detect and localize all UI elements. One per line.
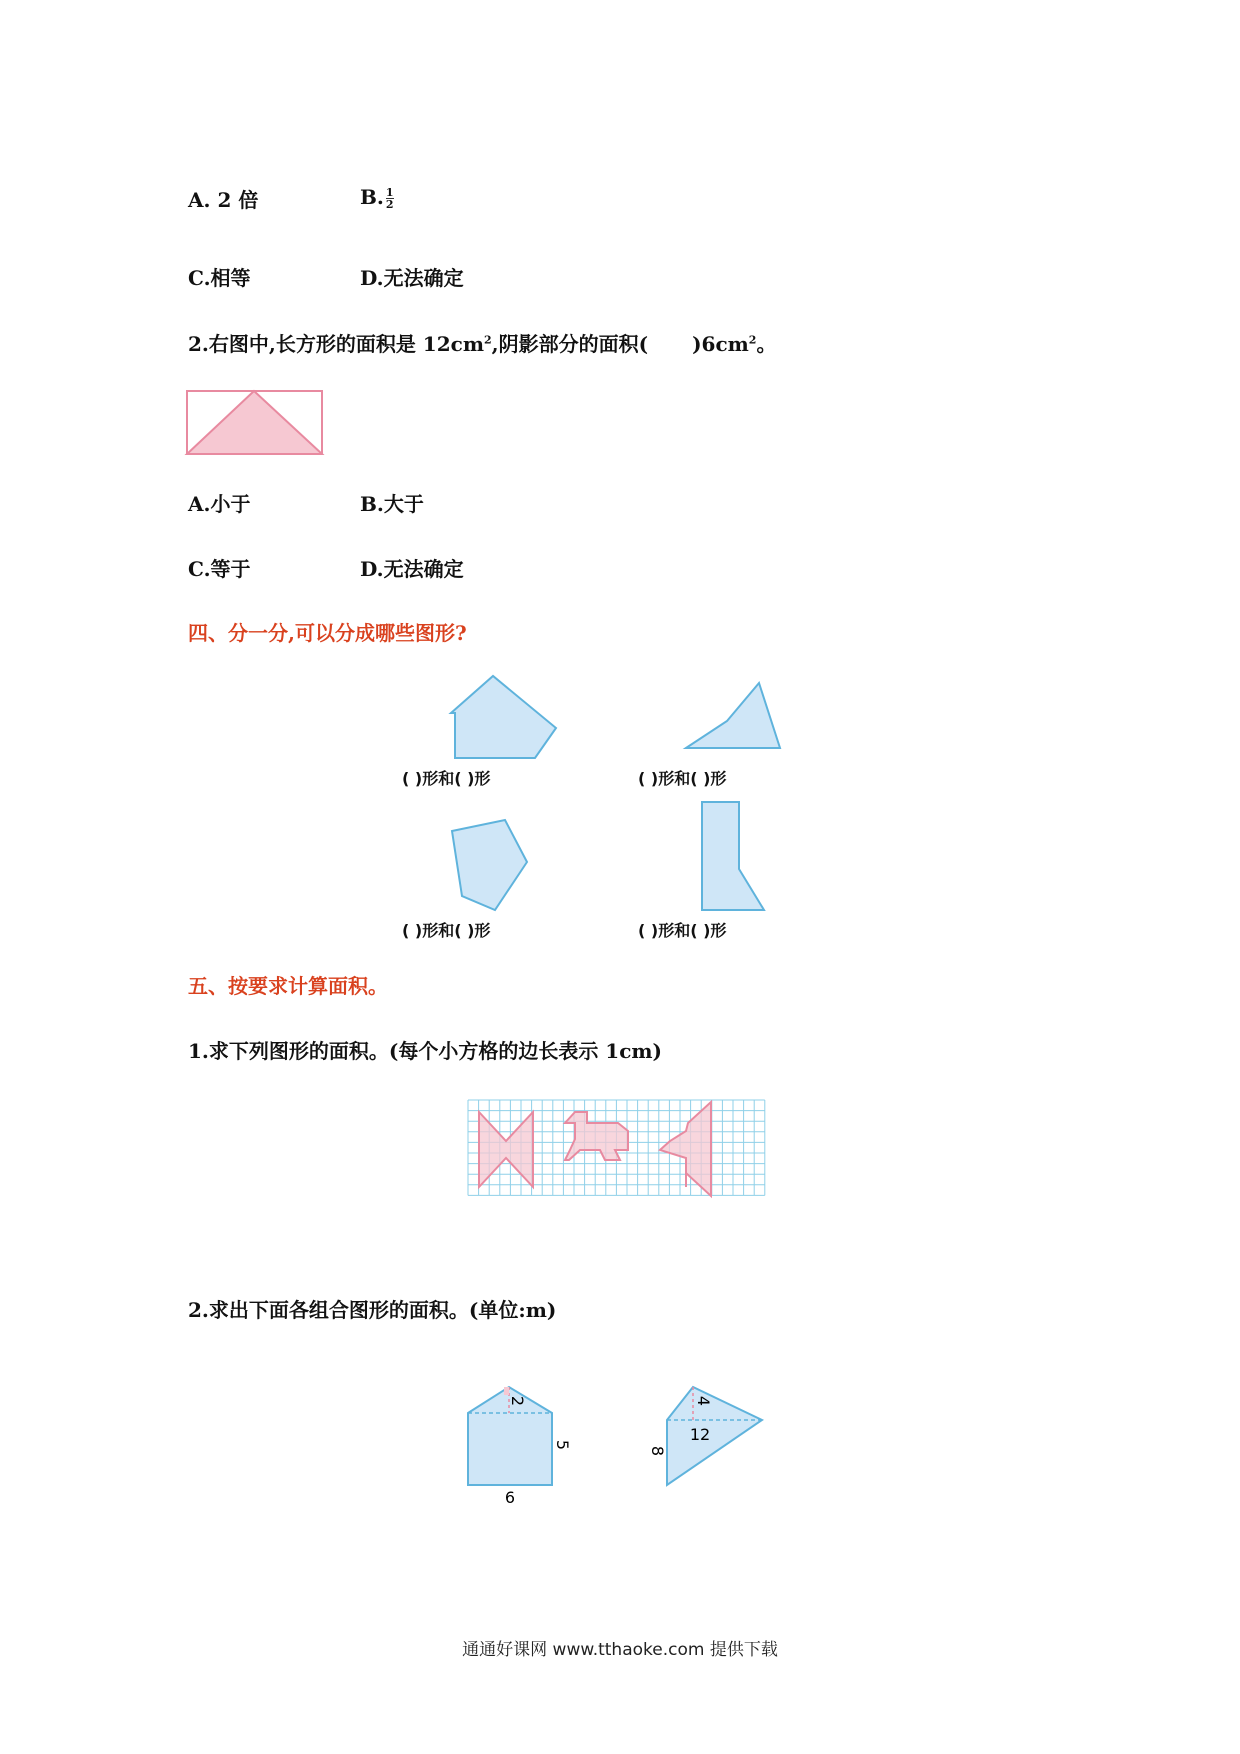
answer-line-2[interactable]: ( )形和( )形 [638, 769, 727, 788]
l-shaped-polygon [700, 800, 770, 912]
bowtie-shape [479, 1112, 533, 1187]
option-c: C.相等 [188, 266, 251, 290]
question-2-stem [188, 334, 776, 354]
fish-shape [660, 1102, 711, 1196]
grid-figure [468, 1100, 764, 1198]
q2-option-c: C.等于 [188, 557, 251, 581]
height-label-b: 4 [694, 1395, 713, 1407]
fraction-one-half [385, 187, 395, 210]
section-4-title: 四、分一分,可以分成哪些图形? [188, 621, 467, 645]
option-d: D.无法确定 [360, 266, 464, 290]
answer-line-4[interactable]: ( )形和( )形 [638, 921, 727, 940]
q2-option-d: D.无法确定 [360, 557, 464, 581]
q2-superscript-1: 2 [483, 333, 492, 347]
section-5-question-1: 1.求下列图形的面积。(每个小方格的边长表示 1cm) [188, 1039, 663, 1063]
q2-stem-part-d: 。 [756, 332, 777, 356]
rectangle-triangle-figure [186, 390, 324, 456]
footer-text: 通通好课网 www.tthaoke.com 提供下载 [462, 1640, 778, 1660]
option-b [360, 187, 395, 210]
side-label-a: 5 [553, 1439, 572, 1451]
q2-stem-part-b: ,阴影部分的面积( [491, 332, 649, 356]
q2-option-b: B.大于 [360, 492, 424, 516]
section-5-title: 五、按要求计算面积。 [188, 974, 388, 998]
height-label-a: 2 [508, 1395, 527, 1407]
option-b-label: B. [360, 185, 384, 209]
q2-stem-part-c: )6cm [692, 332, 749, 356]
answer-line-1[interactable]: ( )形和( )形 [402, 769, 491, 788]
base-label-a: 6 [504, 1488, 516, 1507]
q2-stem-part-a: 2.右图中,长方形的面积是 12cm [188, 332, 484, 356]
option-a: A. 2 倍 [188, 188, 259, 212]
base-label-b: 12 [689, 1425, 711, 1444]
quadrilateral-shape [683, 680, 783, 752]
irregular-pentagon-shape [450, 818, 532, 913]
kite-shape [667, 1387, 762, 1485]
q2-superscript-2: 2 [748, 333, 757, 347]
composite-figure-a [466, 1385, 572, 1507]
composite-figure-b [650, 1385, 780, 1507]
answer-line-3[interactable]: ( )形和( )形 [402, 921, 491, 940]
q2-option-a: A.小于 [188, 492, 251, 516]
fraction-numerator: 1 [385, 186, 394, 199]
section-5-question-2: 2.求出下面各组合图形的面积。(单位:m) [188, 1298, 557, 1322]
side-label-b: 8 [648, 1445, 667, 1457]
fraction-denominator: 2 [385, 198, 394, 211]
pentagon-shape [450, 675, 560, 760]
